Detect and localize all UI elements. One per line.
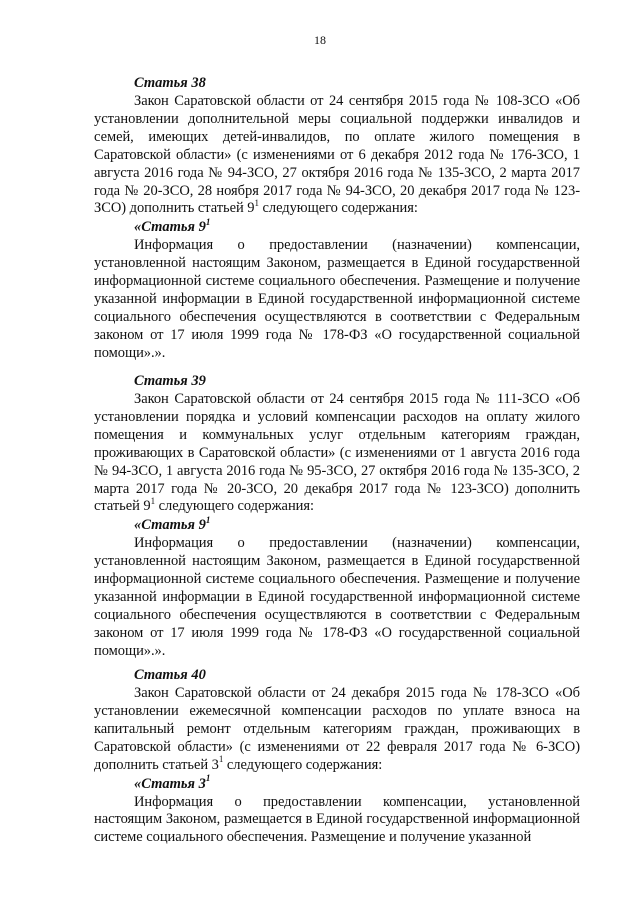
article-38 (94, 74, 580, 363)
sub-article-title: «Статья $9^1$ (134, 514, 211, 534)
article-title: Статья 39 (134, 373, 206, 389)
sub-article-title: «Статья $9^1$ (134, 216, 211, 236)
sub-article-title: «Статья $3^1$ (134, 772, 211, 792)
article-39 (94, 372, 580, 661)
article-title: Статья 38 (134, 75, 206, 91)
article-body: Информация о предоставлении (назначении) компенсации, установленной настоящим Законом, размещается в Единой государственной информационной системе социального обеспечения. Размещение и получение указанной информации в Единой государственной информационной системе социального обеспечения осуществляются в соответствии с Федеральным законом от 17 июля 1999 года № 178-ФЗ «О государственной социальной помощи».». (94, 535, 580, 659)
article-intro: Закон Саратовской области от 24 сентября 2015 года № 108-ЗСО «Об установлении дополнительной меры социальной поддержки инвалидов и семей, имеющих детей-инвалидов, по оплате жилого помещения в Саратовской области» (с изменениями от 6 декабря 2012 года № 176-ЗСО, 1 августа 2016 года № 94-ЗСО, 27 октября 2016 года № 135-ЗСО, 2 марта 2017 года № 20-ЗСО, 28 ноября 2017 года № 94-ЗСО, 20 декабря 2017 года № 123-ЗСО) дополнить статьей $9^1$ следующего содержания: (94, 93, 580, 217)
article-body: Информация о предоставлении (назначении) компенсации, установленной настоящим Законом, размещается в Единой государственной информационной системе социального обеспечения. Размещение и получение указанной информации в Единой государственной информационной системе социального обеспечения осуществляются в соответствии с Федеральным законом от 17 июля 1999 года № 178-ФЗ «О государственной социальной помощи».». (94, 237, 580, 361)
article-40 (94, 666, 580, 847)
article-body: Информация о предоставлении компенсации, установленной настоящим Законом, размещается в Единой государственной информационной системе социального обеспечения. Размещение и получение указанной (94, 793, 580, 846)
article-intro: Закон Саратовской области от 24 декабря 2015 года № 178-ЗСО «Об установлении ежемесячной компенсации расходов по уплате взноса на капитальный ремонт отдельным категориям граждан, проживающих в Саратовской области» (с изменениями от 22 февраля 2017 года № 6-ЗСО) дополнить статьей $3^1$ следующего содержания: (94, 685, 580, 773)
article-title: Статья 40 (134, 667, 206, 683)
article-intro: Закон Саратовской области от 24 сентября 2015 года № 111-ЗСО «Об установлении порядка и условий компенсации расходов на оплату жилого помещения и коммунальных услуг отдельным категориям граждан, проживающих в Саратовской области» (с изменениями от 1 августа 2016 года № 94-ЗСО, 1 августа 2016 года № 95-ЗСО, 27 октября 2016 года № 135-ЗСО, 2 марта 2017 года № 20-ЗСО, 20 декабря 2017 года № 123-ЗСО) дополнить статьей $9^1$ следующего содержания: (94, 391, 580, 515)
page-number: 18 (314, 33, 326, 47)
